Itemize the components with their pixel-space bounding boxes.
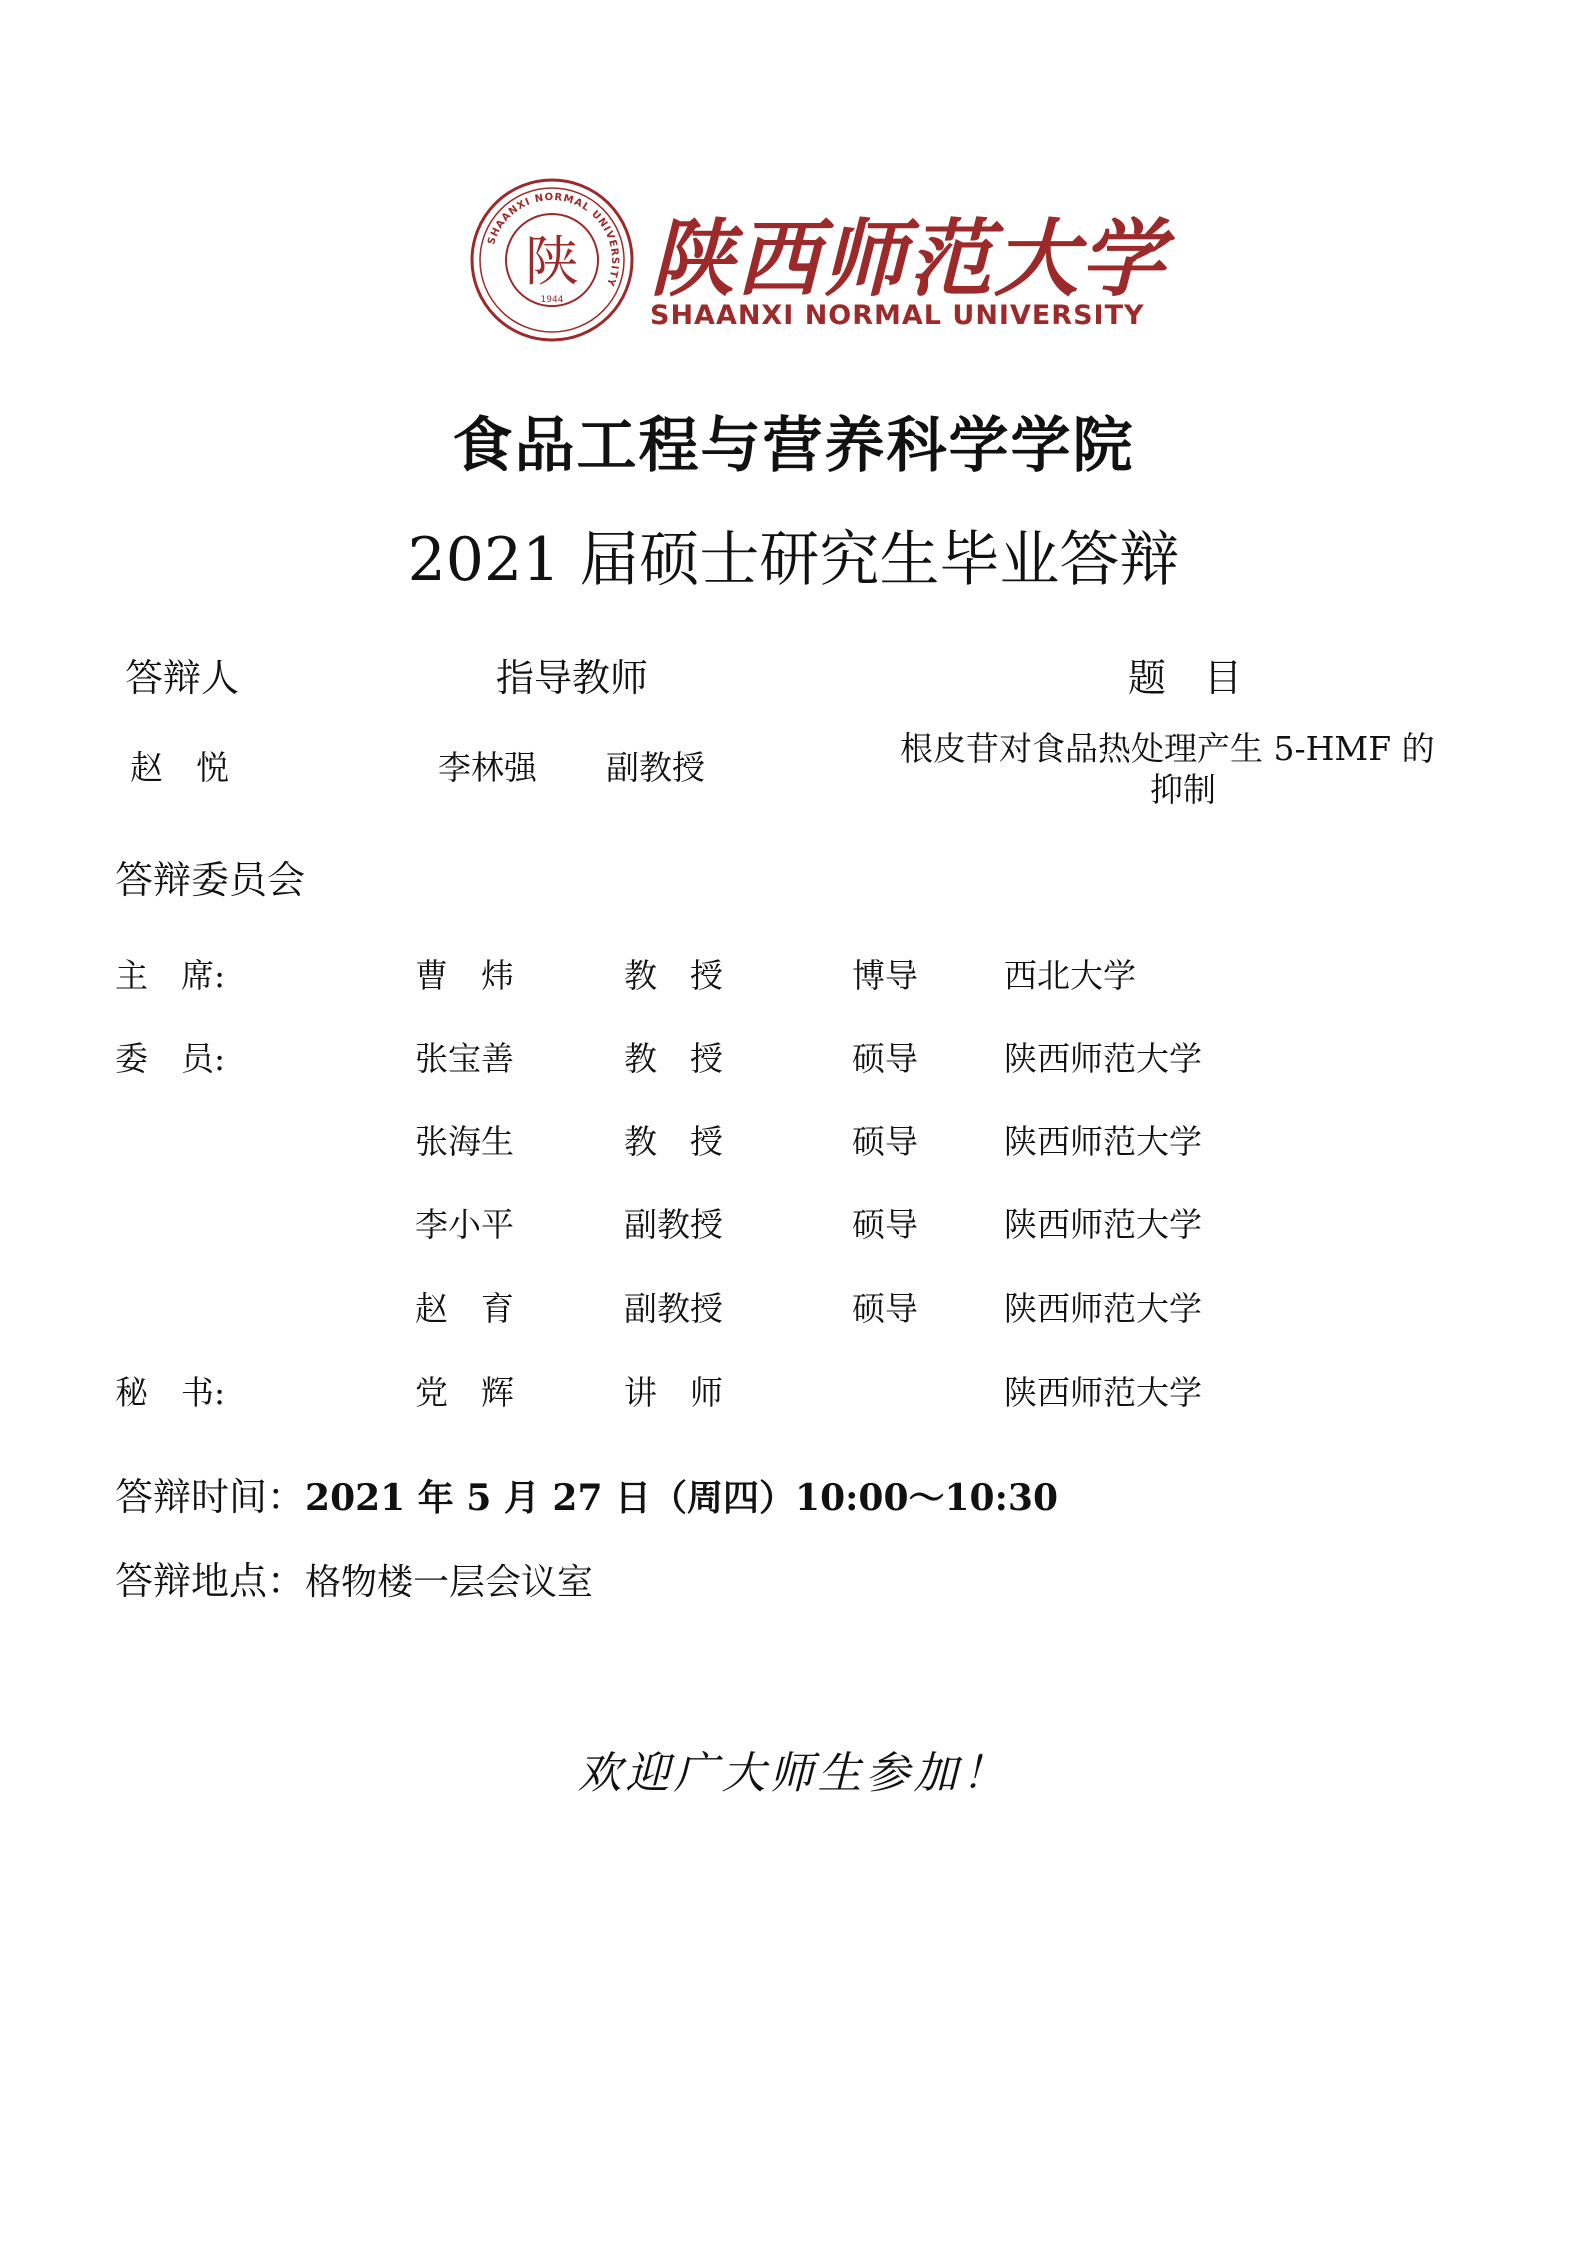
committee-supervisor: 硕导 bbox=[852, 1122, 918, 1161]
committee-affiliation: 陕西师范大学 bbox=[1004, 1289, 1202, 1328]
university-seal-icon bbox=[470, 178, 634, 342]
committee-role: 主 席: bbox=[115, 956, 226, 995]
committee-name: 张海生 bbox=[415, 1122, 514, 1161]
svg-text:1944: 1944 bbox=[540, 295, 564, 305]
header-advisor: 指导教师 bbox=[496, 656, 649, 700]
committee-title: 教 授 bbox=[624, 1039, 723, 1078]
topic-line-1: 根皮苷对食品热处理产生 5-HMF 的 bbox=[900, 729, 1435, 768]
committee-name: 赵 育 bbox=[415, 1289, 514, 1328]
committee-affiliation: 陕西师范大学 bbox=[1004, 1122, 1202, 1161]
committee-name: 张宝善 bbox=[415, 1039, 514, 1078]
advisor-title: 副教授 bbox=[606, 748, 705, 787]
university-logo bbox=[470, 178, 1167, 348]
committee-title: 教 授 bbox=[624, 1122, 723, 1161]
logo-chinese-name: 陕西师范大学 bbox=[650, 209, 1167, 308]
topic-line-2: 抑制 bbox=[1150, 770, 1216, 809]
defense-time bbox=[115, 1466, 1058, 1521]
committee-role: 秘 书: bbox=[115, 1373, 226, 1412]
committee-name: 李小平 bbox=[415, 1205, 514, 1244]
committee-affiliation: 陕西师范大学 bbox=[1004, 1205, 1202, 1244]
committee-role: 委 员: bbox=[115, 1039, 226, 1078]
committee-title: 讲 师 bbox=[624, 1373, 723, 1412]
svg-text:SHAANXI NORMAL UNIVERSITY: SHAANXI NORMAL UNIVERSITY bbox=[486, 191, 621, 289]
welcome-message: 欢迎广大师生参加！ bbox=[577, 1748, 1010, 1799]
committee-heading: 答辩委员会 bbox=[115, 858, 306, 902]
svg-text:陕: 陕 bbox=[525, 230, 579, 293]
committee-supervisor: 硕导 bbox=[852, 1039, 918, 1078]
committee-title: 教 授 bbox=[624, 956, 723, 995]
event-title: 2021 届硕士研究生毕业答辩 bbox=[407, 525, 1180, 595]
college-title: 食品工程与营养科学学院 bbox=[452, 411, 1135, 481]
logo-english-name: SHAANXI NORMAL UNIVERSITY bbox=[650, 300, 1145, 331]
defense-time-label: 答辩时间： bbox=[115, 1475, 306, 1519]
committee-name: 曹 炜 bbox=[415, 956, 514, 995]
committee-supervisor: 硕导 bbox=[852, 1289, 918, 1328]
advisor-name: 李林强 bbox=[438, 748, 537, 787]
header-topic: 题 目 bbox=[1128, 656, 1243, 700]
committee-affiliation: 陕西师范大学 bbox=[1004, 1373, 1202, 1412]
committee-title: 副教授 bbox=[624, 1205, 723, 1244]
defense-time-value: 2021 年 5 月 27 日（周四）10:00～10:30 bbox=[305, 1477, 1058, 1519]
committee-name: 党 辉 bbox=[415, 1373, 514, 1412]
defense-place bbox=[115, 1550, 593, 1605]
committee-title: 副教授 bbox=[624, 1289, 723, 1328]
committee-affiliation: 西北大学 bbox=[1004, 956, 1136, 995]
committee-supervisor: 硕导 bbox=[852, 1205, 918, 1244]
defense-place-label: 答辩地点： bbox=[115, 1559, 306, 1603]
committee-affiliation: 陕西师范大学 bbox=[1004, 1039, 1202, 1078]
defense-place-value: 格物楼一层会议室 bbox=[305, 1562, 594, 1603]
committee-supervisor: 博导 bbox=[852, 956, 918, 995]
student-name: 赵 悦 bbox=[130, 748, 229, 787]
header-student: 答辩人 bbox=[125, 656, 240, 700]
